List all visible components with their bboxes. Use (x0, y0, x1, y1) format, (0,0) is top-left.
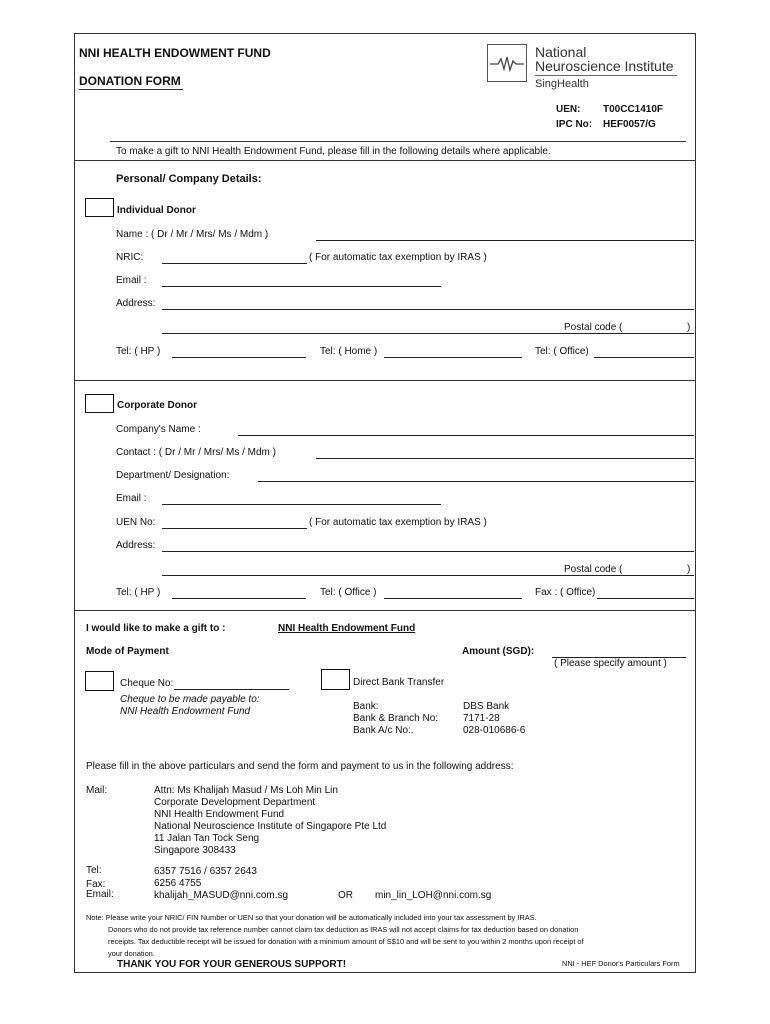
address-field-line1[interactable] (162, 309, 694, 310)
note-line-2: Donors who do not provide tax reference number cannot claim tax deduction as IRAS will not accept claims for tax deduction based on donation (108, 925, 579, 934)
logo-text-national: National (535, 44, 587, 60)
mode-of-payment-label: Mode of Payment (86, 646, 169, 657)
subtitle-underline (79, 89, 183, 90)
address-label: Address: (116, 298, 156, 309)
note-line-3: receipts. Tax deductible receipt will be issued for donation with a minimum amount of S$10 and will be sent to you within 2 months upon receipt of (108, 937, 584, 946)
name-label: Name : ( Dr / Mr / Mrs/ Ms / Mdm ) (116, 229, 269, 240)
branch-value: 7171-28 (463, 713, 500, 724)
uen-no-field[interactable] (162, 528, 307, 529)
uen-no-label: UEN No: (116, 517, 156, 528)
amount-hint: ( Please specify amount ) (554, 658, 667, 669)
tel-home-field[interactable] (384, 357, 522, 358)
email-field[interactable] (162, 286, 441, 287)
contact-field[interactable] (316, 458, 694, 459)
bank-value: DBS Bank (463, 701, 510, 712)
section-title-personal: Personal/ Company Details: (116, 173, 262, 185)
corporate-address-field-line1[interactable] (162, 551, 694, 552)
department-label: Department/ Designation: (116, 470, 230, 481)
ipc-label: IPC No: (556, 119, 593, 130)
fund-name: NNI Health Endowment Fund (278, 623, 416, 634)
uen-label: UEN: (556, 104, 581, 115)
mail-address-line-6: Singapore 308433 (154, 845, 236, 856)
tel-office-field[interactable] (594, 357, 694, 358)
mail-address-line-2: Corporate Development Department (154, 797, 316, 808)
email-label: Email : (116, 275, 147, 286)
bank-label: Bank: (353, 701, 379, 712)
email-contact-1[interactable]: khalijah_MASUD@nni.com.sg (154, 890, 289, 901)
nric-tax-note: ( For automatic tax exemption by IRAS ) (309, 252, 487, 263)
intro-text: To make a gift to NNI Health Endowment Fund, please fill in the following details where applicable. (116, 146, 551, 157)
corporate-tel-hp-label: Tel: ( HP ) (116, 587, 161, 598)
uen-value: T00CC1410F (603, 104, 664, 115)
logo-text-singhealth: SingHealth (535, 78, 589, 90)
tel-home-label: Tel: ( Home ) (320, 346, 378, 357)
cheque-checkbox[interactable] (85, 671, 114, 691)
cheque-no-field[interactable] (174, 689, 289, 690)
bank-transfer-checkbox[interactable] (321, 669, 350, 690)
tel-office-label: Tel: ( Office) (535, 346, 589, 357)
email-contact-2[interactable]: min_lin_LOH@nni.com.sg (375, 890, 492, 901)
tel-value: 6357 7516 / 6357 2643 (154, 866, 257, 877)
name-field[interactable] (316, 240, 694, 241)
corporate-address-field-line2[interactable] (162, 575, 694, 576)
cheque-payable-text: Cheque to be made payable to: (120, 694, 260, 705)
bank-transfer-label: Direct Bank Transfer (353, 677, 445, 688)
address-field-line2[interactable] (162, 333, 694, 334)
corporate-fax-field[interactable] (597, 598, 694, 599)
email-contact-label: Email: (86, 889, 114, 900)
intro-divider (74, 160, 696, 161)
account-value: 028-010686-6 (463, 725, 526, 736)
postal-code-label: Postal code ( (564, 322, 623, 333)
fax-value: 6256 4755 (154, 878, 202, 889)
mail-address-line-3: NNI Health Endowment Fund (154, 809, 285, 820)
form-title: NNI HEALTH ENDOWMENT FUND (79, 46, 271, 60)
cheque-no-label: Cheque No: (120, 678, 174, 689)
tel-hp-label: Tel: ( HP ) (116, 346, 161, 357)
ipc-value: HEF0057/G (603, 119, 656, 130)
corporate-donor-label: Corporate Donor (117, 400, 197, 411)
gift-label: I would like to make a gift to : (86, 623, 226, 634)
mail-address-line-1: Attn: Ms Khalijah Masud / Ms Loh Min Lin (154, 785, 338, 796)
note-line-1: Note: Please write your NRIC/ FIN Number or UEN so that your donation will be automatically included into your tax assessment by IRAS. (86, 913, 537, 922)
company-name-field[interactable] (238, 435, 694, 436)
nni-logo-icon (487, 44, 527, 82)
mailing-instruction: Please fill in the above particulars and send the form and payment to us in the following address: (86, 761, 514, 772)
mail-address-line-5: 11 Jalan Tan Tock Seng (154, 833, 260, 844)
logo-text-institute: Neuroscience Institute (535, 58, 674, 74)
form-subtitle: DONATION FORM (79, 74, 181, 88)
corporate-donor-checkbox[interactable] (85, 394, 114, 413)
corporate-email-field[interactable] (162, 504, 441, 505)
company-name-label: Company's Name : (116, 424, 201, 435)
individual-donor-label: Individual Donor (117, 205, 196, 216)
uen-tax-note: ( For automatic tax exemption by IRAS ) (309, 517, 487, 528)
thank-you-text: THANK YOU FOR YOUR GENEROUS SUPPORT! (117, 959, 347, 970)
mail-address-line-4: National Neuroscience Institute of Singapore Pte Ltd (154, 821, 387, 832)
department-field[interactable] (258, 481, 694, 482)
mail-label: Mail: (86, 785, 108, 796)
corporate-tel-hp-field[interactable] (172, 598, 306, 599)
account-label: Bank A/c No:. (353, 725, 414, 736)
corporate-tel-office-field[interactable] (384, 598, 522, 599)
nric-field[interactable] (162, 263, 307, 264)
tel-label: Tel: (86, 865, 102, 876)
corporate-postal-code-label: Postal code ( (564, 564, 623, 575)
corporate-address-label: Address: (116, 540, 156, 551)
corporate-fax-label: Fax : ( Office) (535, 587, 596, 598)
nric-label: NRIC: (116, 252, 144, 263)
contact-label: Contact : ( Dr / Mr / Mrs/ Ms / Mdm ) (116, 447, 276, 458)
logo-divider (535, 75, 677, 76)
individual-divider (74, 380, 696, 381)
individual-donor-checkbox[interactable] (85, 198, 114, 217)
email-or-label: OR (338, 890, 353, 901)
fax-label: Fax: (86, 879, 106, 890)
header-divider (110, 141, 686, 142)
note-line-4: your donation. (108, 949, 155, 958)
corporate-postal-code-close: ) (687, 564, 691, 575)
corporate-email-label: Email : (116, 493, 147, 504)
branch-label: Bank & Branch No: (353, 713, 439, 724)
tel-hp-field[interactable] (172, 357, 306, 358)
form-id-text: NNI - HEF Donor's Particulars Form (562, 959, 680, 968)
amount-label: Amount (SGD): (462, 646, 535, 657)
cheque-payable-fund: NNI Health Endowment Fund (120, 706, 251, 717)
corporate-tel-office-label: Tel: ( Office ) (320, 587, 377, 598)
corporate-divider (74, 610, 696, 611)
postal-code-close: ) (687, 322, 691, 333)
